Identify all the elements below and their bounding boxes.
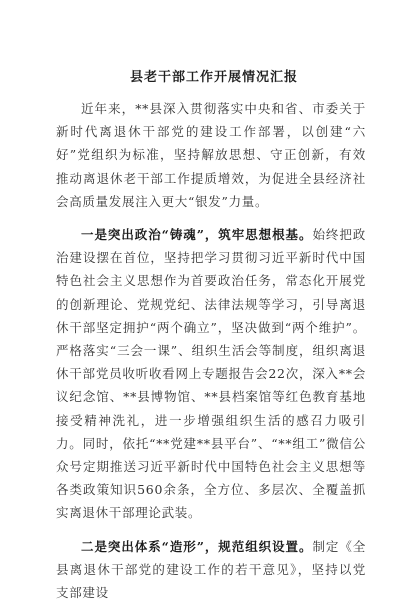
- intro-text: 近年来，**县深入贯彻落实中央和省、市委关于新时代离退休干部党的建设工作部署，以创建“六好”党组织为标准，坚持解放思想、守正创新，有效推动离退休老干部工作提质增效，为促进全县经济社会高质量发展注入更大“银发”力量。: [56, 101, 366, 209]
- document-title: 县老干部工作开展情况汇报: [129, 70, 298, 85]
- section-1-body: 始终把政治建设摆在首位，坚持把学习贯彻习近平新时代中国特色社会主义思想作为首要政治任务，常态化开展党的创新理论、党规党纪、法律法规等学习，引导离退休干部坚定拥护“两个确立”，坚决做到“两个维护”。严格落实“三会一课”、组织生活会等制度，组织离退休干部党员收听收看网上专题报告会22次，深入**会议纪念馆、**县博物馆、**县档案馆等红色教育基地接受精神洗礼，进一步增强组织生活的感召力吸引力。同时，依托“**党建**县平台”、“**组工”微信公众号定期推送习近平新时代中国特色社会主义思想等各类政策知识560余条，全方位、多层次、全覆盖抓实离退休干部理论武装。: [56, 227, 366, 521]
- section-1-paragraph: [56, 223, 366, 525]
- section-1-heading: 一是突出政治“铸魂”，筑牢思想根基。: [81, 227, 313, 243]
- section-2-heading: 二是突出体系“造形”，规范组织设置。: [81, 538, 313, 554]
- intro-paragraph: [56, 97, 366, 213]
- section-2-body: 制定《全县离退休干部党的建设工作的若干意见》，坚持以党支部建设: [56, 538, 366, 601]
- section-2-paragraph: [56, 535, 366, 604]
